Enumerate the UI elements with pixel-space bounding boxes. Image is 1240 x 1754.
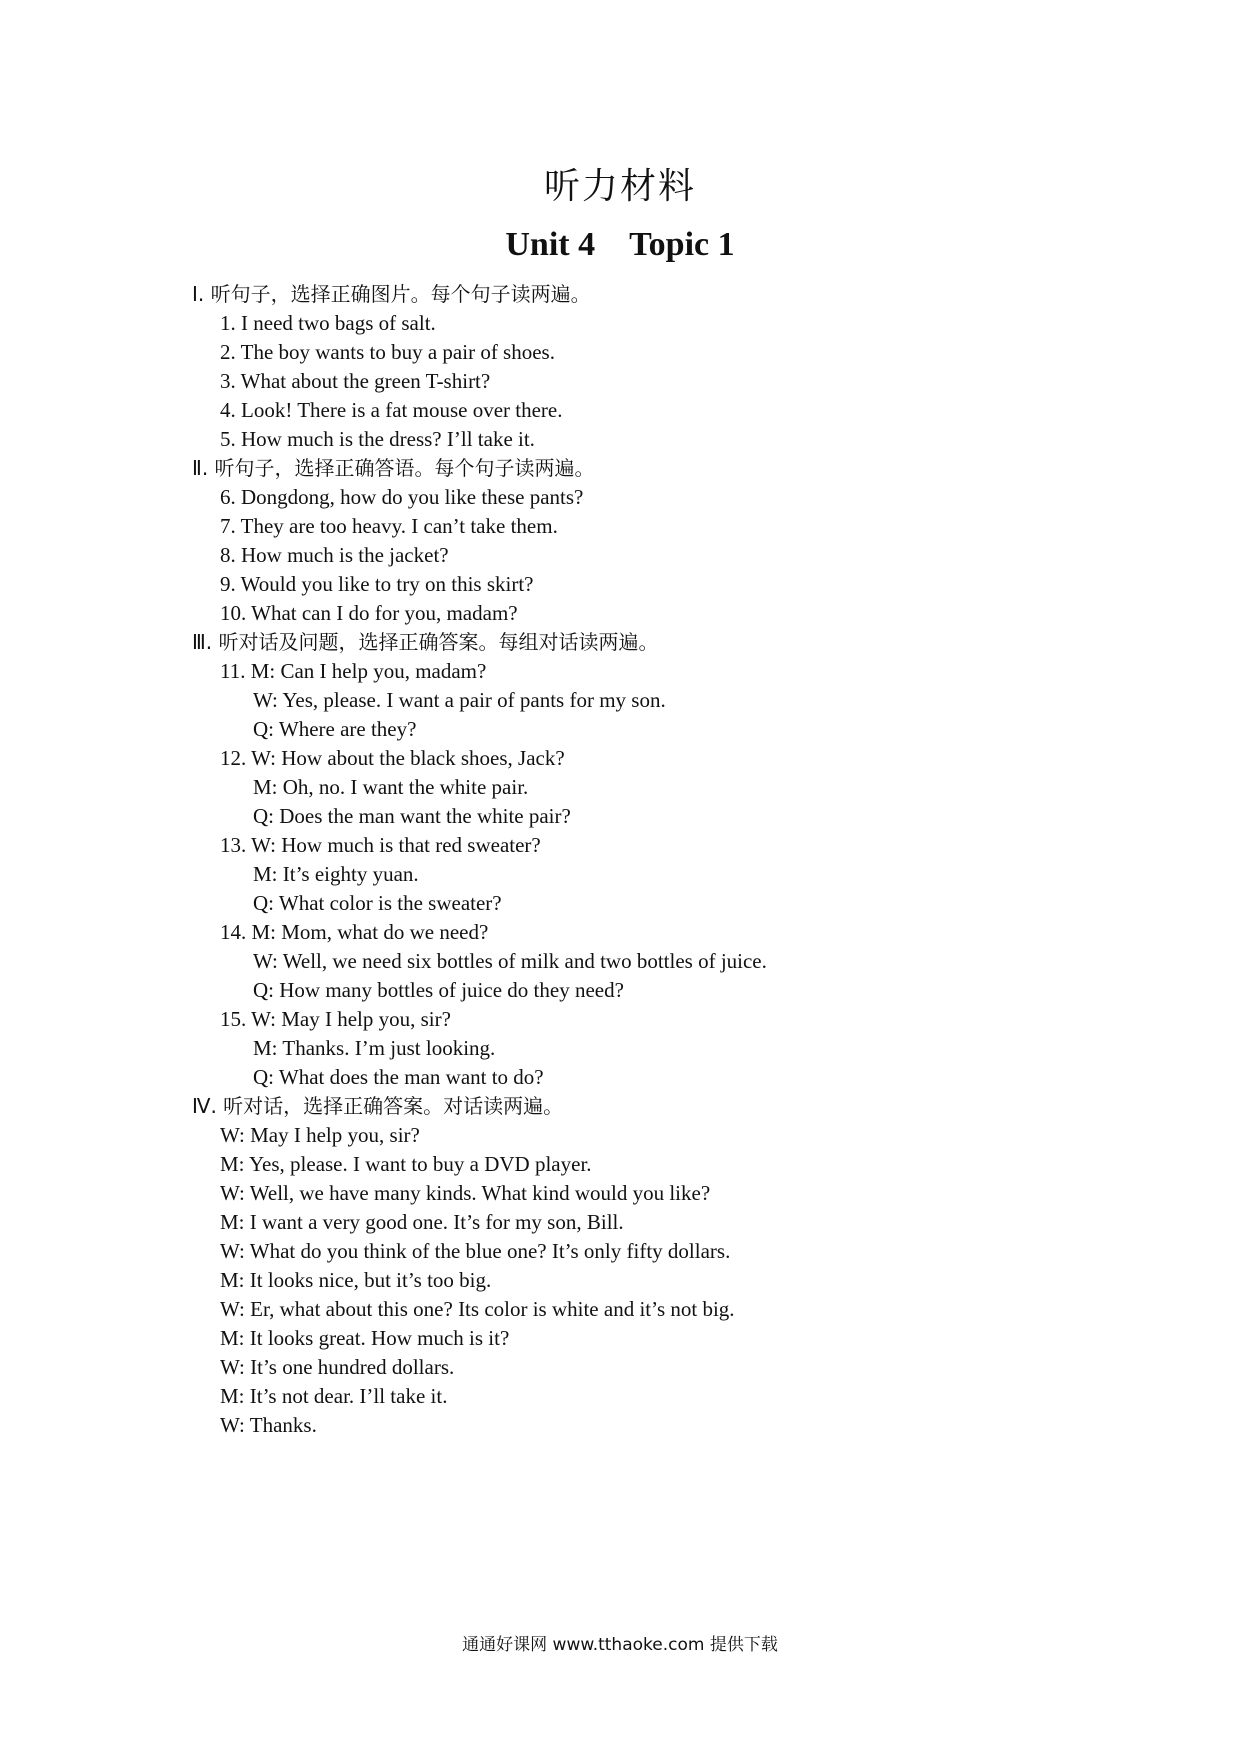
conversation-line: W: Well, we have many kinds. What kind would you like? — [220, 1181, 711, 1205]
item-2: 2. The boy wants to buy a pair of shoes. — [220, 340, 555, 364]
dialog-11-line-2: W: Yes, please. I want a pair of pants for my son. — [253, 688, 666, 712]
topic-label: Topic 1 — [629, 226, 735, 263]
section-3-heading: Ⅲ. 听对话及问题，选择正确答案。每组对话读两遍。 — [192, 630, 659, 654]
item-10: 10. What can I do for you, madam? — [220, 601, 518, 625]
dialog-14-line-2: W: Well, we need six bottles of milk and two bottles of juice. — [253, 949, 767, 973]
page-footer: 通通好课网 www.tthaoke.com 提供下载 — [462, 1635, 778, 1655]
item-4: 4. Look! There is a fat mouse over there. — [220, 398, 563, 422]
conversation-line: W: It’s one hundred dollars. — [220, 1355, 455, 1379]
section-2-heading: Ⅱ. 听句子，选择正确答语。每个句子读两遍。 — [192, 456, 595, 480]
dialog-13-line-2: M: It’s eighty yuan. — [253, 862, 419, 886]
conversation-line: W: What do you think of the blue one? It’s only fifty dollars. — [220, 1239, 731, 1263]
dialog-13-line-1: 13. W: How much is that red sweater? — [220, 833, 541, 857]
dialog-12-question: Q: Does the man want the white pair? — [253, 804, 571, 828]
item-3: 3. What about the green T-shirt? — [220, 369, 491, 393]
dialog-12-line-1: 12. W: How about the black shoes, Jack? — [220, 746, 565, 770]
item-7: 7. They are too heavy. I can’t take them. — [220, 514, 558, 538]
conversation-line: W: Thanks. — [220, 1413, 317, 1437]
conversation-line: M: It looks great. How much is it? — [220, 1326, 510, 1350]
section-1-heading: Ⅰ. 听句子，选择正确图片。每个句子读两遍。 — [192, 282, 591, 306]
unit-label: Unit 4 — [505, 226, 596, 263]
unit-topic-heading — [0, 226, 1240, 264]
dialog-15-line-1: 15. W: May I help you, sir? — [220, 1007, 451, 1031]
conversation-line: W: May I help you, sir? — [220, 1123, 420, 1147]
item-8: 8. How much is the jacket? — [220, 543, 449, 567]
dialog-14-question: Q: How many bottles of juice do they need? — [253, 978, 624, 1002]
item-5: 5. How much is the dress? I’ll take it. — [220, 427, 535, 451]
dialog-12-line-2: M: Oh, no. I want the white pair. — [253, 775, 529, 799]
conversation-line: M: It looks nice, but it’s too big. — [220, 1268, 492, 1292]
dialog-15-question: Q: What does the man want to do? — [253, 1065, 544, 1089]
conversation-line: M: It’s not dear. I’ll take it. — [220, 1384, 448, 1408]
section-4-heading: Ⅳ. 听对话，选择正确答案。对话读两遍。 — [192, 1094, 564, 1118]
dialog-11-line-1: 11. M: Can I help you, madam? — [220, 659, 487, 683]
item-9: 9. Would you like to try on this skirt? — [220, 572, 534, 596]
item-6: 6. Dongdong, how do you like these pants? — [220, 485, 584, 509]
dialog-15-line-2: M: Thanks. I’m just looking. — [253, 1036, 496, 1060]
item-1: 1. I need two bags of salt. — [220, 311, 436, 335]
conversation-line: M: Yes, please. I want to buy a DVD player. — [220, 1152, 592, 1176]
dialog-13-question: Q: What color is the sweater? — [253, 891, 502, 915]
page-title: 听力材料 — [543, 166, 696, 207]
dialog-14-line-1: 14. M: Mom, what do we need? — [220, 920, 489, 944]
conversation-line: W: Er, what about this one? Its color is white and it’s not big. — [220, 1297, 735, 1321]
conversation-line: M: I want a very good one. It’s for my son, Bill. — [220, 1210, 624, 1234]
dialog-11-question: Q: Where are they? — [253, 717, 417, 741]
